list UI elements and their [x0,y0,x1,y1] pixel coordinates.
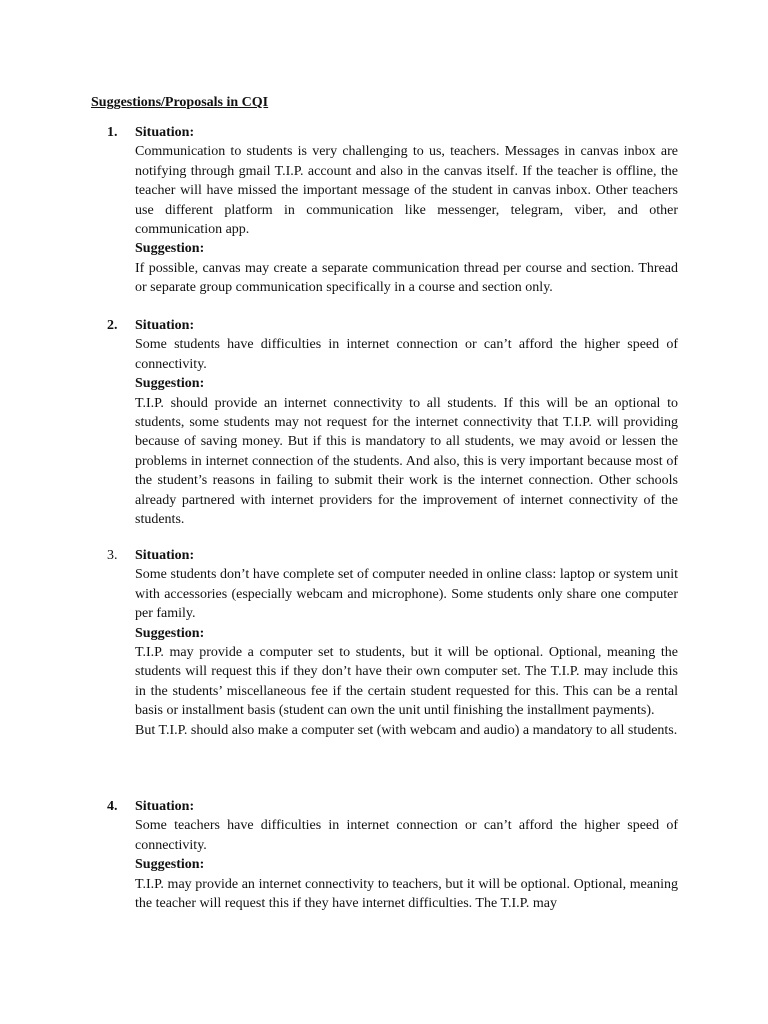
item-number: 4. [107,799,118,814]
suggestion-label: Suggestion: [135,857,205,873]
list-item [107,316,678,529]
situation-text: Some students have difficulties in internet connection or can’t afford the higher speed of connectivity. [135,337,678,372]
situation-text: Some students don’t have complete set of computer needed in online class: laptop or system unit with accessories (especially webcam and microphone). Some students only share one computer per family. [135,567,678,622]
situation-label: Situation: [135,548,195,563]
document-title: Suggestions/Proposals in CQI [91,95,269,110]
item-number: 2. [107,318,118,333]
suggestion-text: If possible, canvas may create a separate communication thread per course and section. Thread or separate group communication specifically in a course and section only. [135,260,678,296]
situation-label: Situation: [135,799,195,814]
item-number: 3. [107,548,118,563]
situation-label: Situation: [135,318,195,333]
suggestion-label: Suggestion: [135,625,205,641]
suggestion-text: T.I.P. may provide a computer set to students, but it will be optional. Optional, meaning the students will request this if they don’t have their own computer set. The T.I.P. may include this in the students’ miscellaneous fee if the certain student requested for this. This can be a rental basis or installment basis (student can own the unit until finishing the installment payments). [135,645,678,719]
suggestion-text: But T.I.P. should also make a computer set (with webcam and audio) a mandatory to all students. [135,722,678,738]
item-number: 1. [107,125,118,140]
suggestion-text: T.I.P. may provide an internet connectivity to teachers, but it will be optional. Optional, meaning the teacher will request this if they have internet difficulties. The T.I.P. may [135,876,678,912]
situation-label: Situation: [135,125,195,140]
situation-text: Some teachers have difficulties in internet connection or can’t afford the higher speed of connectivity. [135,818,678,853]
suggestion-label: Suggestion: [135,376,205,392]
list-item [107,797,678,913]
suggestion-label: Suggestion: [135,241,205,257]
list-item [107,123,678,298]
situation-text: Communication to students is very challenging to us, teachers. Messages in canvas inbox are notifying through gmail T.I.P. account and also in the canvas itself. If the teacher is offline, the teacher will have missed the important message of the student in canvas inbox. Other teachers use different platform in communication like messenger, telegram, viber, and other communication app. [135,144,678,238]
list-item [107,546,678,740]
suggestion-text: T.I.P. should provide an internet connectivity to all students. If this will be an optional to students, some students may not request for the internet connectivity that T.I.P. will providing because of saving money. But if this is mandatory to all students, we may avoid or lessen the problems in internet connection of the students. And also, this is very important because most of the student’s reasons in failing to submit their work is the internet connection. Other schools already partnered with internet providers for the improvement of internet connectivity of the students. [135,395,678,528]
